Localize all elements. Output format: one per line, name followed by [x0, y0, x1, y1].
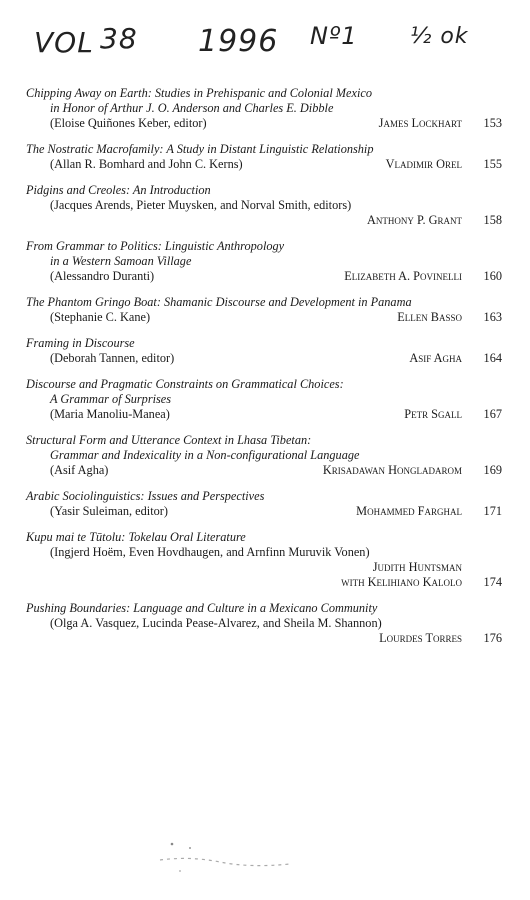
book-title-line: Pidgins and Creoles: An Introduction: [26, 183, 211, 197]
page-number: 163: [483, 310, 502, 324]
book-title-line: Chipping Away on Earth: Studies in Prehispanic and Colonial Mexico: [26, 86, 372, 100]
book-title-line: Discourse and Pragmatic Constraints on Grammatical Choices:: [26, 377, 344, 391]
handwritten-year: 1996: [198, 24, 279, 59]
toc-entry: [26, 601, 502, 646]
page-number: 171: [483, 504, 502, 518]
reviewer-name: Petr Sgall: [404, 407, 462, 421]
co-reviewer-name: with Kelihiano Kalolo: [341, 575, 462, 589]
book-authors: (Eloise Quiñones Keber, editor): [50, 116, 207, 130]
smudge-dot: [179, 870, 181, 872]
smudge-dot: [171, 843, 174, 846]
book-title-line: Pushing Boundaries: Language and Culture in a Mexicano Community: [26, 601, 378, 615]
book-title-line: The Phantom Gringo Boat: Shamanic Discourse and Development in Panama: [26, 295, 412, 309]
book-title-line: The Nostratic Macrofamily: A Study in Distant Linguistic Relationship: [26, 142, 374, 156]
handwritten-issue: Nº1: [310, 22, 358, 50]
handwritten-volume-number: 38: [100, 22, 138, 55]
reviewer-name: Lourdes Torres: [379, 631, 462, 645]
book-title-line: in Honor of Arthur J. O. Anderson and Charles E. Dibble: [50, 101, 334, 115]
page-number: 167: [483, 407, 502, 421]
toc-entry: [26, 377, 502, 422]
toc-entry: [26, 239, 502, 284]
page-number: 155: [483, 157, 502, 171]
page-number: 160: [483, 269, 502, 283]
reviewer-name: Ellen Basso: [397, 310, 462, 324]
book-title-line: A Grammar of Surprises: [50, 392, 172, 406]
toc-entry: [26, 489, 502, 519]
scan-smudge: [150, 838, 340, 878]
reviewer-name: Anthony P. Grant: [367, 213, 462, 227]
book-authors: (Maria Manoliu-Manea): [50, 407, 170, 421]
page-number: 164: [483, 351, 502, 365]
page-number: 176: [483, 631, 502, 645]
page-number: 158: [483, 213, 502, 227]
page-number: 169: [483, 463, 502, 477]
book-authors: (Yasir Suleiman, editor): [50, 504, 168, 518]
page-number: 153: [483, 116, 502, 130]
toc-entry: [26, 295, 502, 325]
reviewer-name: Mohammed Farghal: [356, 504, 462, 518]
smudge-dot: [189, 847, 191, 849]
page-number: 174: [483, 575, 502, 589]
toc-entry: [26, 86, 502, 131]
book-authors: (Alessandro Duranti): [50, 269, 155, 283]
book-authors: (Jacques Arends, Pieter Muysken, and Norval Smith, editors): [50, 198, 352, 212]
reviewer-name: Judith Huntsman: [372, 560, 462, 574]
book-title-line: Framing in Discourse: [26, 336, 135, 350]
handwritten-annotation: [30, 18, 510, 68]
handwritten-vol: VOL: [34, 26, 94, 59]
toc-entry: [26, 183, 502, 228]
smudge-line: [160, 858, 290, 865]
book-title-line: Grammar and Indexicality in a Non-configurational Language: [50, 448, 360, 462]
toc-entry: [26, 336, 502, 366]
toc-entry: [26, 530, 502, 590]
book-title-line: Kupu mai te Tūtolu: Tokelau Oral Literature: [26, 530, 246, 544]
book-title-line: in a Western Samoan Village: [50, 254, 192, 268]
book-authors: (Stephanie C. Kane): [50, 310, 151, 324]
book-authors: (Olga A. Vasquez, Lucinda Pease-Alvarez, and Sheila M. Shannon): [50, 616, 382, 630]
book-authors: (Deborah Tannen, editor): [50, 351, 175, 365]
book-authors: (Asif Agha): [50, 463, 109, 477]
reviewer-name: Asif Agha: [409, 351, 462, 365]
table-of-contents: [26, 86, 502, 657]
reviewer-name: Elizabeth A. Povinelli: [344, 269, 462, 283]
book-authors: (Allan R. Bomhard and John C. Kerns): [50, 157, 243, 171]
book-title-line: Structural Form and Utterance Context in Lhasa Tibetan:: [26, 433, 312, 447]
toc-entry: [26, 433, 502, 478]
book-authors: (Ingjerd Hoëm, Even Hovdhaugen, and Arnfinn Muruvik Vonen): [50, 545, 370, 559]
reviewer-name: Vladimir Orel: [385, 157, 462, 171]
book-title-line: Arabic Sociolinguistics: Issues and Perspectives: [26, 489, 265, 503]
toc-entry: [26, 142, 502, 172]
handwritten-mark: ½ ok: [410, 24, 469, 49]
reviewer-name: James Lockhart: [378, 116, 462, 130]
book-title-line: From Grammar to Politics: Linguistic Anthropology: [26, 239, 285, 253]
reviewer-name: Krisadawan Hongladarom: [322, 463, 462, 477]
